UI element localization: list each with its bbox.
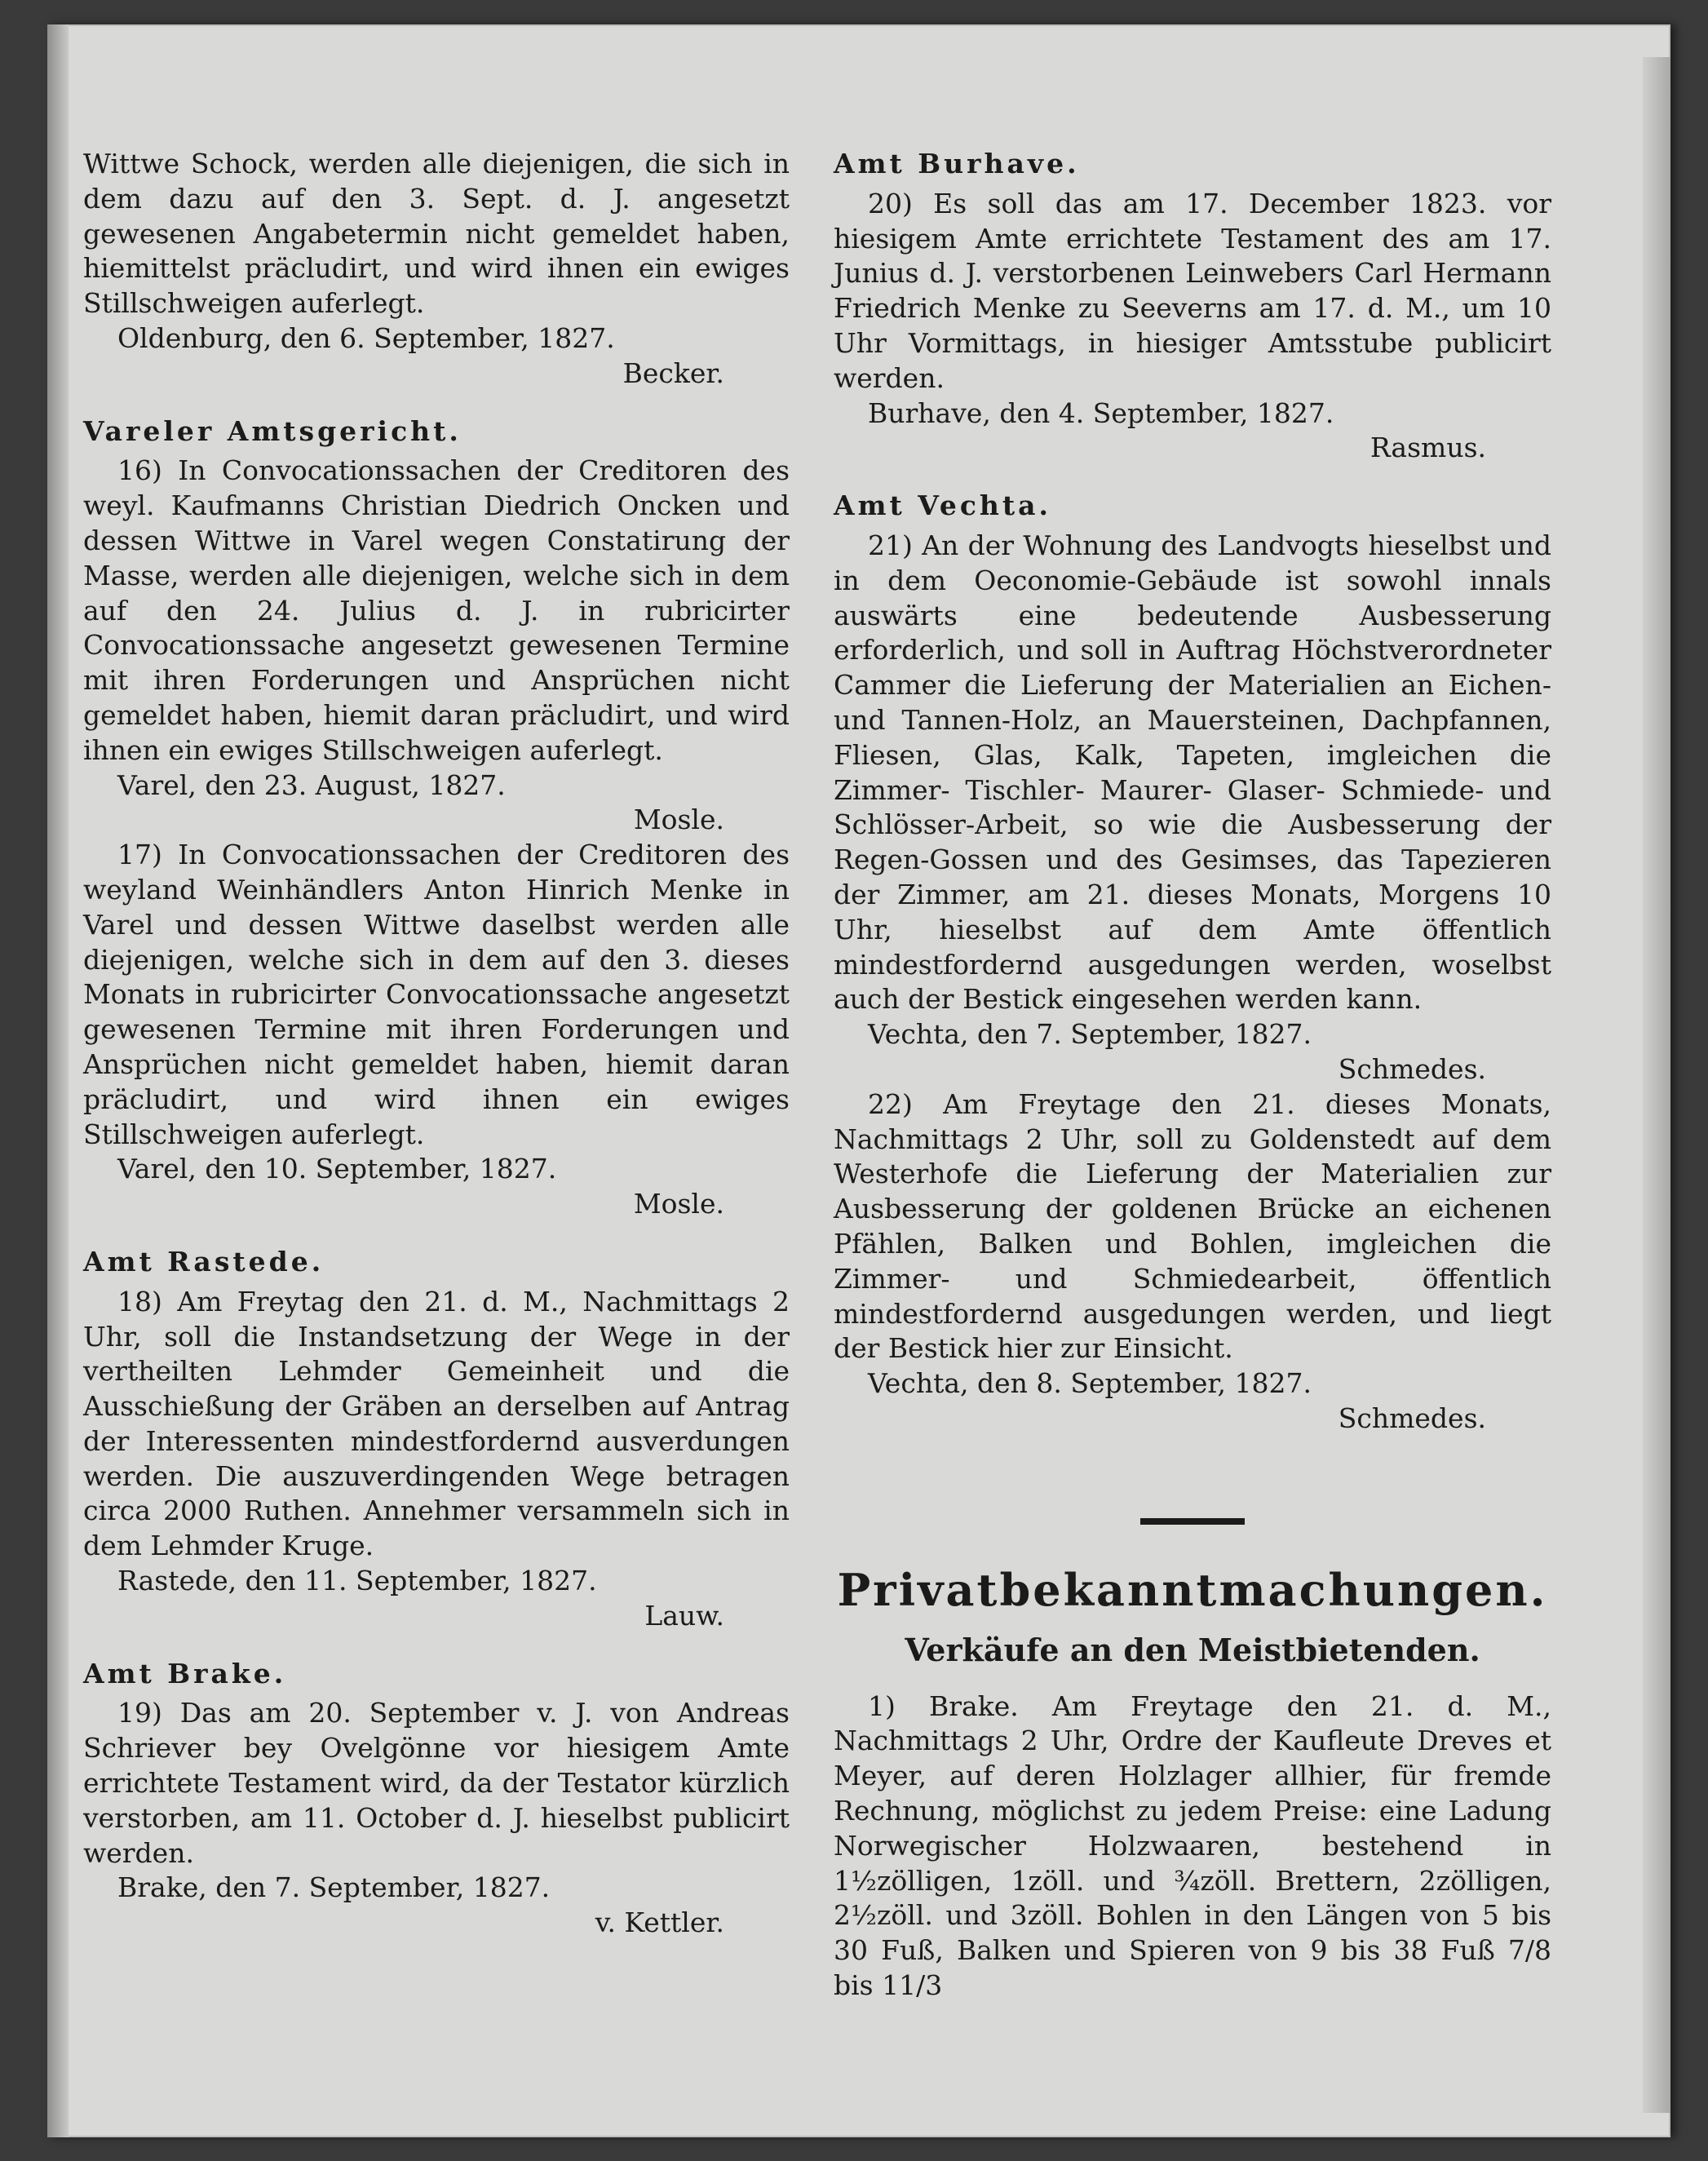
dateline: Brake, den 7. September, 1827. [117, 1871, 551, 1904]
left-column [83, 147, 790, 1941]
dateline: Burhave, den 4. September, 1827. [868, 396, 1334, 429]
signature: Becker. [622, 356, 724, 389]
private-notice-1: 1) Brake. Am Freytage den 21. d. M., Nachmittags 2 Uhr, Ordre der Kaufleute Dreves et Meyer, auf deren Holzlager allhier, für fremde Rechnung, möglichst zu jedem Preise: eine Ladung Norwegischer Holzwaaren, bestehend in 1½zölligen, 1zöll. und ¾zöll. Brettern, 2zölligen, 2½zöll. und 3zöll. Bohlen in den Längen von 5 bis 30 Fuß, Balken und Spieren von 9 bis 38 Fuß 7/8 bis 11/3 [834, 1689, 1551, 2002]
section-heading-varel: Vareler Amtsgericht. [83, 414, 462, 447]
signature: Schmedes. [1338, 1402, 1486, 1434]
right-column [834, 147, 1551, 2004]
notice-18: 18) Am Freytag den 21. d. M., Nachmittags 2 Uhr, soll die Instandsetzung der Wege in der vertheilten Lehmder Gemeinheit und die Ausschießung der Gräben an derselben auf Antrag der Interessenten mindestfordernd ausverdungen werden. Die auszuverdingenden Wege betragen circa 2000 Ruthen. Annehmer versammeln sich in dem Lehmder Kruge. [83, 1285, 790, 1562]
signature: Mosle. [633, 804, 724, 836]
notice-17: 17) In Convocationssachen der Creditoren des weyland Weinhändlers Anton Hinrich Menke in Varel und dessen Wittwe daselbst werden alle diejenigen, welche sich in dem auf den 3. dieses Monats in rubricirter Convocationssache angesetzt gewesenen Termine mit ihren Forderungen und Ansprüchen nicht gemeldet haben, hiemit daran präcludirt, und wird ihnen ein ewiges Stillschweigen auferlegt. [83, 839, 790, 1150]
notice-continuation: Wittwe Schock, werden alle diejenigen, die sich in dem dazu auf den 3. Sept. d. J. angesetzt gewesenen Angabetermin nicht gemeldet haben, hiemittelst präcludirt, und wird ihnen ein ewiges Stillschweigen auferlegt. [83, 148, 790, 320]
notice-19: 19) Das am 20. September v. J. von Andreas Schriever bey Ovelgönne vor hiesigem Amte errichtete Testament wird, da der Testator kürzlich verstorben, am 11. October d. J. hieselbst publicirt werden. [83, 1697, 790, 1869]
page-fore-edge [1643, 57, 1670, 2113]
notice-20: 20) Es soll das am 17. December 1823. vor hiesigem Amte errichtete Testament des am 17. Junius d. J. verstorbenen Leinwebers Carl Hermann Friedrich Menke zu Seeverns am 17. d. M., um 10 Uhr Vormittags, in hiesiger Amtsstube publicirt werden. [834, 187, 1551, 394]
auction-sales-subtitle: Verkäufe an den Meistbietenden. [905, 1631, 1480, 1668]
newspaper-page [47, 24, 1670, 2137]
section-heading-rastede: Amt Rastede. [83, 1245, 325, 1278]
signature: v. Kettler. [595, 1906, 724, 1939]
notice-21: 21) An der Wohnung des Landvogts hieselbst und in dem Oeconomie-Gebäude ist sowohl innals auswärts eine bedeutende Ausbesserung erforderlich, und soll in Auftrag Höchstverordneter Cammer die Lieferung der Materialien an Eichen- und Tannen-Holz, an Mauersteinen, Dachpfannen, Fliesen, Glas, Kalk, Tapeten, imgleichen die Zimmer- Tischler- Maurer- Glaser- Schmiede- und Schlösser-Arbeit, so wie die Ausbesserung der Regen-Gossen und des Gesimses, das Tapezieren der Zimmer, am 21. dieses Monats, Morgens 10 Uhr, hieselbst auf dem Amte öffentlich mindestfordernd ausgedungen werden, woselbst auch der Bestick eingesehen werden kann. [834, 529, 1551, 1016]
signature: Lauw. [644, 1599, 724, 1632]
section-heading-burhave: Amt Burhave. [834, 148, 1080, 179]
dateline: Vechta, den 7. September, 1827. [868, 1018, 1312, 1051]
section-heading-brake: Amt Brake. [83, 1657, 287, 1689]
section-heading-vechta: Amt Vechta. [834, 489, 1052, 522]
notice-22: 22) Am Freytage den 21. dieses Monats, Nachmittags 2 Uhr, soll zu Goldenstedt auf dem Westerhofe die Lieferung der Materialien zur Ausbesserung der goldenen Brücke an eichenen Pfählen, Balken und Bohlen, imgleichen die Zimmer- und Schmiedearbeit, öffentlich mindestfordernd ausgedungen werden, und liegt der Bestick hier zur Einsicht. [834, 1087, 1551, 1365]
dateline: Varel, den 10. September, 1827. [117, 1153, 557, 1185]
section-divider [1140, 1518, 1245, 1525]
dateline: Vechta, den 8. September, 1827. [868, 1367, 1312, 1400]
page-binding-edge [47, 24, 69, 2137]
notice-16: 16) In Convocationssachen der Creditoren des weyl. Kaufmanns Christian Diedrich Oncken und dessen Wittwe in Varel wegen Constatirung der Masse, werden alle diejenigen, welche sich in dem auf den 24. Julius d. J. in rubricirter Convocationssache angesetzt gewesenen Termine mit ihren Forderungen und Ansprüchen nicht gemeldet haben, hiemit daran präcludirt, und wird ihnen ein ewiges Stillschweigen auferlegt. [83, 454, 790, 766]
private-announcements-title: Privatbekanntmachungen. [837, 1563, 1548, 1616]
dateline: Rastede, den 11. September, 1827. [117, 1565, 597, 1597]
dateline: Varel, den 23. August, 1827. [117, 768, 506, 801]
signature: Schmedes. [1338, 1052, 1486, 1085]
dateline: Oldenburg, den 6. September, 1827. [117, 321, 615, 354]
signature: Rasmus. [1369, 432, 1486, 464]
signature: Mosle. [633, 1188, 724, 1220]
